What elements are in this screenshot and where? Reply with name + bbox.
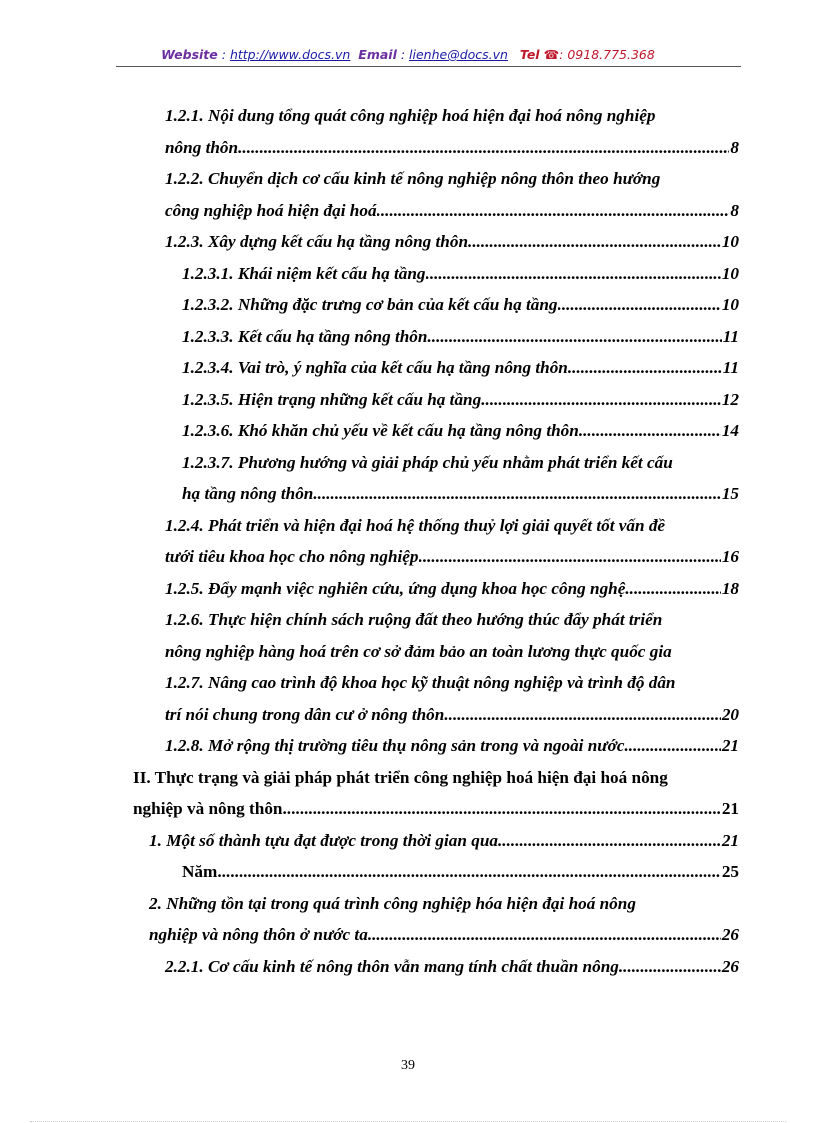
toc-leader-dots: [217, 858, 720, 886]
toc-entry[interactable]: [182, 480, 739, 508]
toc-line: 1.2.3.7. Phương hướng và giải pháp chủ yếu nhằm phát triển kết cấu: [182, 452, 673, 472]
toc-entry-title: nông thôn: [165, 137, 239, 157]
toc-entry[interactable]: [182, 386, 739, 414]
toc-page-number: 8: [730, 137, 739, 157]
website-label: Website: [161, 47, 218, 62]
toc-entry[interactable]: [133, 795, 739, 823]
toc-entry-title: 1.2.3.2. Những đặc trưng cơ bản của kết cấu hạ tầng: [182, 295, 558, 314]
toc-entry[interactable]: [182, 323, 739, 351]
toc-line: 1.2.2. Chuyển dịch cơ cấu kinh tế nông nghiệp nông thôn theo hướng: [165, 169, 661, 188]
toc-leader-dots: [619, 953, 721, 981]
toc-entry-title: công nghiệp hoá hiện đại hoá: [165, 200, 377, 220]
toc-entry[interactable]: [165, 228, 739, 256]
toc-page-number: 11: [722, 326, 739, 346]
toc-page-number: 26: [721, 956, 739, 976]
toc-page-number: 8: [730, 200, 739, 220]
toc-page-number: 16: [721, 547, 739, 566]
toc-entry[interactable]: [165, 575, 739, 603]
toc-leader-dots: [444, 701, 720, 729]
tel-label: Tel: [519, 47, 540, 62]
toc-leader-dots: [368, 921, 721, 949]
toc-page-number: 20: [721, 704, 739, 724]
toc-page-number: 21: [721, 830, 739, 850]
toc-leader-dots: [468, 228, 721, 256]
toc-leader-dots: [427, 323, 721, 351]
toc-leader-dots: [419, 543, 721, 571]
toc-page-number: 18: [721, 578, 739, 598]
toc-line: nông nghiệp hàng hoá trên cơ sở đảm bảo an toàn lương thực quốc gia: [165, 641, 672, 661]
toc-entry-title: 1.2.3.4. Vai trò, ý nghĩa của kết cấu hạ tầng nông thôn: [182, 358, 568, 377]
toc-line: 1.2.6. Thực hiện chính sách ruộng đất theo hướng thúc đẩy phát triển: [165, 610, 663, 629]
toc-page-number: 11: [722, 358, 739, 377]
toc-leader-dots: [481, 386, 721, 414]
toc-line: II. Thực trạng và giải pháp phát triển công nghiệp hoá hiện đại hoá nông: [133, 767, 668, 787]
toc-leader-dots: [313, 480, 720, 508]
toc-entry[interactable]: [165, 197, 739, 225]
toc-entry-title: 1.2.5. Đẩy mạnh việc nghiên cứu, ứng dụng khoa học công nghệ: [165, 578, 626, 598]
toc-entry[interactable]: [182, 291, 739, 319]
page-bottom-border: [30, 1121, 786, 1122]
toc-entry[interactable]: [182, 354, 739, 382]
toc-entry-title: hạ tầng nông thôn: [182, 484, 314, 503]
toc-line: 1.2.7. Nâng cao trình độ khoa học kỹ thuật nông nghiệp và trình độ dân: [165, 673, 676, 692]
toc-entry-title: 1.2.3.5. Hiện trạng những kết cấu hạ tầng: [182, 389, 482, 409]
phone-icon: ☎: [543, 47, 560, 62]
toc-entry[interactable]: [165, 732, 739, 760]
toc-entry-title: 1. Một số thành tựu đạt được trong thời gian qua: [149, 830, 498, 850]
toc-entry[interactable]: [182, 260, 739, 288]
toc-leader-dots: [625, 575, 720, 603]
toc-leader-dots: [377, 197, 730, 225]
toc-page-number: 26: [721, 925, 739, 944]
toc-entry-title: 2.2.1. Cơ cấu kinh tế nông thôn vẫn mang tính chất thuần nông: [165, 956, 619, 976]
toc-page-number: 25: [721, 862, 739, 881]
website-link[interactable]: http://www.docs.vn: [229, 47, 351, 62]
toc-entry[interactable]: [182, 417, 739, 445]
page-header: [0, 47, 816, 62]
toc-entry[interactable]: [165, 543, 739, 571]
toc-entry-title: Năm: [182, 862, 218, 881]
toc-line: 2. Những tồn tại trong quá trình công nghiệp hóa hiện đại hoá nông: [149, 893, 636, 913]
toc-leader-dots: [579, 417, 721, 445]
header-divider: [116, 66, 741, 67]
toc-leader-dots: [558, 291, 721, 319]
toc-entry-title: tưới tiêu khoa học cho nông nghiệp: [165, 547, 419, 566]
toc-entry-title: 1.2.3. Xây dựng kết cấu hạ tầng nông thôn: [165, 232, 469, 251]
toc-entry-title: 1.2.3.3. Kết cấu hạ tầng nông thôn: [182, 326, 428, 346]
toc-leader-dots: [238, 134, 729, 162]
toc-page-number: 15: [721, 484, 739, 503]
toc-page-number: 10: [721, 295, 739, 314]
toc-line: 1.2.1. Nội dung tổng quát công nghiệp hoá hiện đại hoá nông nghiệp: [165, 106, 656, 125]
email-colon: :: [396, 47, 410, 62]
toc-leader-dots: [568, 354, 722, 382]
toc-leader-dots: [624, 732, 720, 760]
toc-page-number: 12: [721, 389, 739, 409]
toc-entry-title: 1.2.3.1. Khái niệm kết cấu hạ tầng: [182, 263, 426, 283]
toc-line: 1.2.4. Phát triển và hiện đại hoá hệ thống thuỷ lợi giải quyết tốt vấn đề: [165, 515, 666, 535]
website-colon: :: [217, 47, 230, 62]
page-number: 39: [401, 1058, 415, 1073]
toc-page-number: 10: [721, 232, 739, 251]
toc-page-number: 21: [721, 799, 739, 818]
toc-leader-dots: [426, 260, 721, 288]
toc-entry[interactable]: [165, 134, 739, 162]
email-link[interactable]: lienhe@docs.vn: [409, 47, 508, 62]
toc-entry-title: nghiệp và nông thôn: [133, 799, 283, 818]
toc-leader-dots: [283, 795, 721, 823]
toc-page-number: 21: [721, 736, 739, 755]
toc-entry[interactable]: [165, 953, 739, 981]
toc-entry-title: 1.2.8. Mở rộng thị trường tiêu thụ nông sản trong và ngoài nước: [165, 736, 625, 755]
toc-entry[interactable]: [182, 858, 739, 886]
toc-entry-title: 1.2.3.6. Khó khăn chủ yếu về kết cấu hạ tầng nông thôn: [182, 421, 579, 440]
toc-page-number: 14: [721, 421, 739, 440]
tel-value: : 0918.775.368: [559, 47, 655, 62]
toc-entry-title: nghiệp và nông thôn ở nước ta: [149, 925, 368, 944]
toc-entry[interactable]: [149, 827, 739, 855]
email-label: Email: [358, 47, 397, 62]
toc-entry[interactable]: [149, 921, 739, 949]
toc-leader-dots: [498, 827, 721, 855]
toc-page-number: 10: [721, 263, 739, 283]
toc-entry-title: trí nói chung trong dân cư ở nông thôn: [165, 704, 445, 724]
toc-entry[interactable]: [165, 701, 739, 729]
